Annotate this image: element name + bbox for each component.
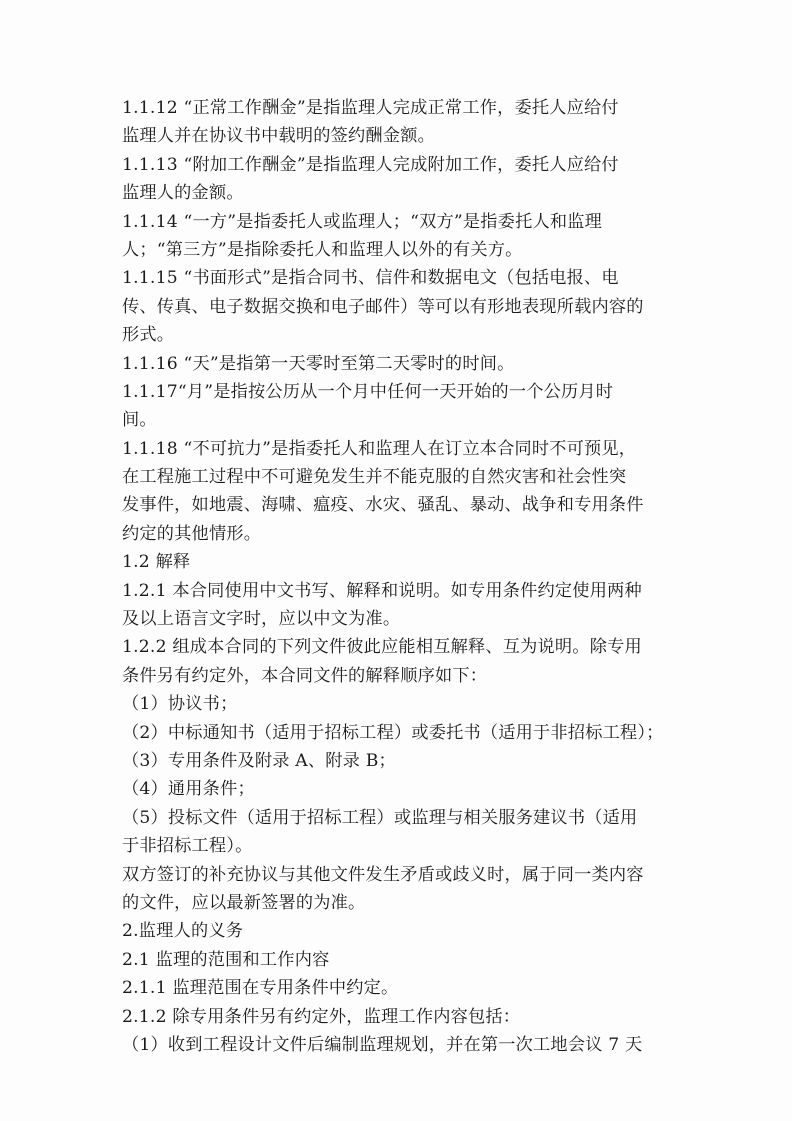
list-item: （3）专用条件及附录 A、附录 B； <box>122 750 396 771</box>
section-heading: 2.监理人的义务 <box>122 921 244 942</box>
list-item: （4）通用条件； <box>122 779 255 800</box>
text-line: 1.1.16 “天”是指第一天零时至第二天零时的时间。 <box>122 353 515 374</box>
list-item: （1）收到工程设计文件后编制监理规划，并在第一次工地会议 7 天 <box>122 1034 643 1055</box>
document-body <box>122 94 682 1059</box>
text-line: 1.1.15 “书面形式”是指合同书、信件和数据电文（包括电报、电 <box>122 268 619 289</box>
text-line: 发事件，如地震、海啸、瘟疫、水灾、骚乱、暴动、战争和专用条件 <box>122 495 644 516</box>
text-line: 及以上语言文字时，应以中文为准。 <box>122 609 401 630</box>
section-heading: 2.1 监理的范围和工作内容 <box>122 949 330 970</box>
text-line: 2.1.2 除专用条件另有约定外，监理工作内容包括： <box>122 1006 521 1027</box>
text-line: 间。 <box>122 410 157 431</box>
text-line: 1.1.13 “附加工作酬金”是指监理人完成附加工作，委托人应给付 <box>122 154 619 175</box>
text-line: 的文件，应以最新签署的为准。 <box>122 892 366 913</box>
text-line: 1.1.12 “正常工作酬金”是指监理人完成正常工作，委托人应给付 <box>122 98 619 118</box>
list-item: （5）投标文件（适用于招标工程）或监理与相关服务建议书（适用 <box>122 807 638 828</box>
text-line: 1.1.14 “一方”是指委托人或监理人；“双方”是指委托人和监理 <box>122 211 603 232</box>
text-line: 监理人并在协议书中载明的签约酬金额。 <box>122 126 435 147</box>
text-line: 1.2.1 本合同使用中文书写、解释和说明。如专用条件约定使用两种 <box>122 580 642 601</box>
text-line: 人；“第三方”是指除委托人和监理人以外的有关方。 <box>122 239 523 260</box>
section-heading: 1.2 解释 <box>122 552 191 573</box>
text-line: 形式。 <box>122 325 175 346</box>
text-line: 传、传真、电子数据交换和电子邮件）等可以有形地表现所载内容的 <box>122 296 644 317</box>
text-line: 1.1.17“月”是指按公历从一个月中任何一天开始的一个公历月时 <box>122 381 614 402</box>
text-line: 2.1.1 监理范围在专用条件中约定。 <box>122 978 399 999</box>
text-line: 1.2.2 组成本合同的下列文件彼此应能相互解释、互为说明。除专用 <box>122 637 642 658</box>
text-line: 在工程施工过程中不可避免发生并不能克服的自然灾害和社会性突 <box>122 467 627 488</box>
text-line: 于非招标工程）。 <box>122 836 253 857</box>
text-line: 约定的其他情形。 <box>122 523 262 544</box>
list-item: （2）中标通知书（适用于招标工程）或委托书（适用于非招标工程）； <box>122 722 664 743</box>
text-line: 1.1.18 “不可抗力”是指委托人和监理人在订立本合同时不可预见， <box>122 438 637 459</box>
text-line: 双方签订的补充协议与其他文件发生矛盾或歧义时，属于同一类内容 <box>122 864 644 885</box>
list-item: （1）协议书； <box>122 694 238 715</box>
text-line: 监理人的金额。 <box>122 183 244 204</box>
text-line: 条件另有约定外，本合同文件的解释顺序如下： <box>122 665 488 686</box>
